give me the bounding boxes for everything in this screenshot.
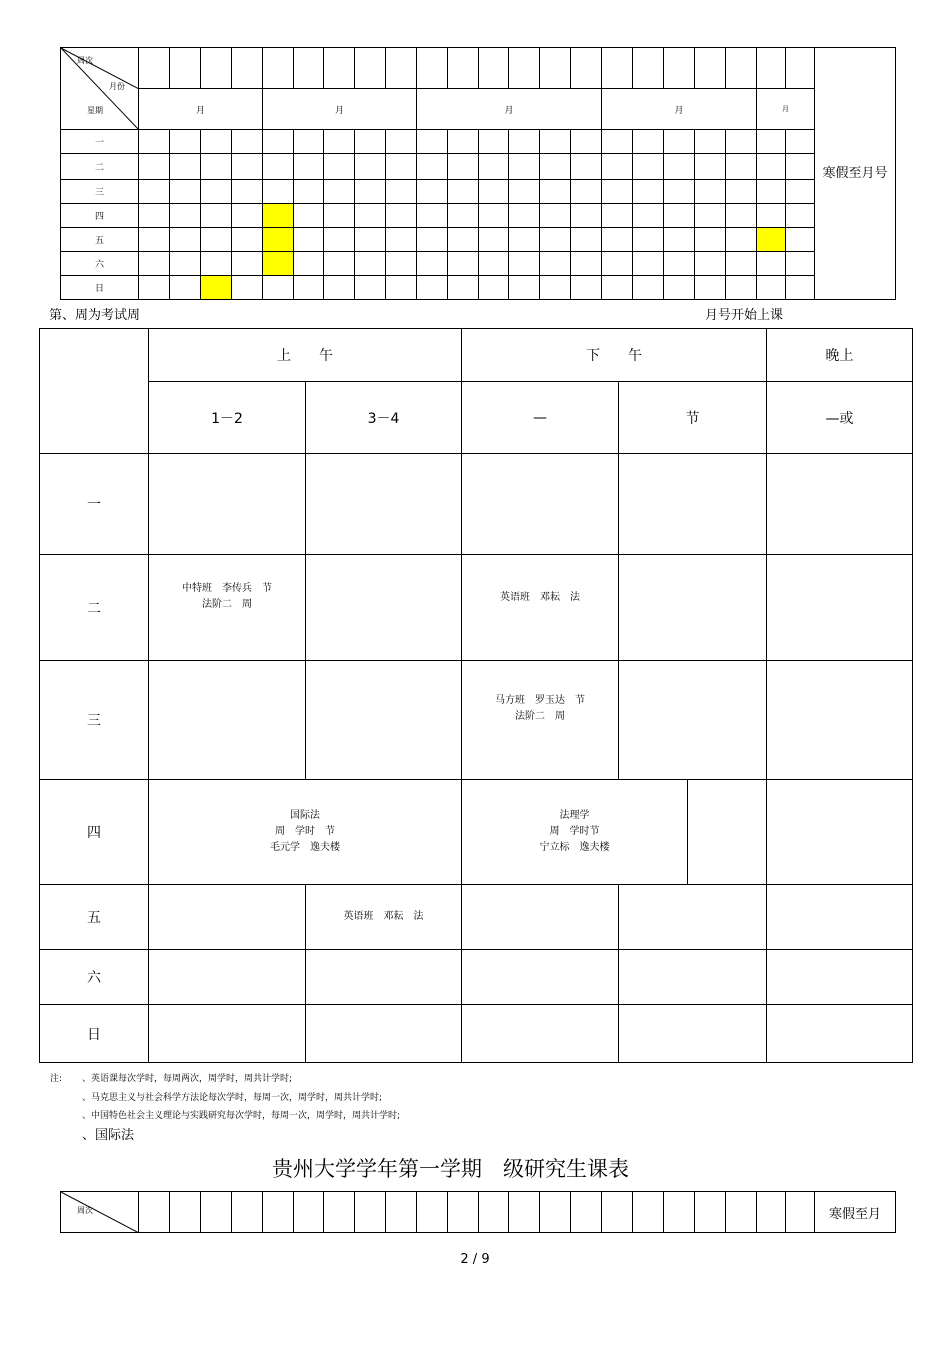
vacation-cell: 寒假至月号 <box>815 48 896 300</box>
day-row <box>40 555 913 661</box>
week-cell <box>294 48 324 89</box>
day-label: 五 <box>40 885 149 950</box>
diagonal-lines <box>61 48 139 130</box>
week-cell <box>201 48 232 89</box>
vacation-cell: 寒假至月 <box>815 1192 896 1233</box>
semester-calendar <box>60 47 896 300</box>
weekday-row <box>61 154 896 180</box>
week-cell <box>633 48 664 89</box>
evening-header: 晚上 <box>767 329 913 382</box>
month-cell: 月 <box>602 89 757 130</box>
month-cell: 月 <box>139 89 263 130</box>
exam-week-note: 第、周为考试周 <box>49 308 141 323</box>
highlight-cell <box>263 228 294 252</box>
weekday-row <box>61 180 896 204</box>
weekly-schedule <box>39 328 913 1063</box>
notes-label: 注: <box>50 1074 63 1084</box>
week-cell <box>786 48 815 89</box>
page-number: 2 / 9 <box>460 1252 490 1267</box>
course-cell: 英语班 邓耘 法 <box>306 885 462 950</box>
weekday-label: 星期 <box>87 106 103 115</box>
course-cell: 马方班 罗玉达 节 法阶二 周 <box>462 661 619 780</box>
week-cell <box>139 48 170 89</box>
week-cell <box>386 48 417 89</box>
period-header: — <box>462 382 619 454</box>
week-cell <box>170 48 201 89</box>
course-cell: 国际法 周 学时 节 毛元学 逸夫楼 <box>149 780 462 885</box>
course-cell: 英语班 邓耘 法 <box>462 555 619 661</box>
weekday-label-cell: 三 <box>61 180 139 204</box>
week-cell <box>448 48 479 89</box>
month-cell: 月 <box>417 89 602 130</box>
month-label: 月份 <box>109 82 125 91</box>
afternoon-header: 下 午 <box>462 329 767 382</box>
week-cell <box>479 48 509 89</box>
schedule-title: 贵州大学学年第一学期 级研究生课表 <box>272 1157 629 1181</box>
diagonal-header-cell <box>61 1192 139 1233</box>
day-label: 三 <box>40 661 149 780</box>
period-header: 3－4 <box>306 382 462 454</box>
weekday-label-cell: 一 <box>61 130 139 154</box>
week-cell <box>664 48 695 89</box>
weekday-label-cell: 四 <box>61 204 139 228</box>
period-header: —或 <box>767 382 913 454</box>
weekday-row <box>61 252 896 276</box>
highlight-cell <box>263 204 294 228</box>
week-cell <box>509 48 540 89</box>
day-row <box>40 661 913 780</box>
day-label: 四 <box>40 780 149 885</box>
week-cell <box>232 48 263 89</box>
corner-cell <box>40 329 149 454</box>
semester-calendar-2 <box>60 1191 896 1233</box>
weekday-row <box>61 204 896 228</box>
weekday-row <box>61 276 896 300</box>
weekday-label-cell: 日 <box>61 276 139 300</box>
month-cell: 月 <box>757 89 815 130</box>
weekday-label-cell: 二 <box>61 154 139 180</box>
weekday-row <box>61 228 896 252</box>
week-cell <box>540 48 571 89</box>
note-item: 、国际法 <box>82 1128 135 1143</box>
week-cell <box>571 48 602 89</box>
month-cell: 月 <box>263 89 417 130</box>
week-label: 周次 <box>77 1206 93 1215</box>
week-cell <box>757 48 786 89</box>
course-cell: 法理学 周 学时节 宁立标 逸夫楼 <box>462 780 688 885</box>
weekday-label-cell: 六 <box>61 252 139 276</box>
week-cell <box>324 48 355 89</box>
period-header: 1－2 <box>149 382 306 454</box>
diagonal-line <box>61 1192 139 1233</box>
highlight-cell <box>263 252 294 276</box>
week-cell <box>417 48 448 89</box>
highlight-cell <box>757 228 786 252</box>
week-cell <box>602 48 633 89</box>
period-header: 节 <box>619 382 767 454</box>
day-row <box>40 1005 913 1063</box>
week-cell <box>263 48 294 89</box>
day-row <box>40 885 913 950</box>
day-label: 日 <box>40 1005 149 1063</box>
note-item: 、马克思主义与社会科学方法论每次学时，每周一次，周学时，周共计学时; <box>82 1093 383 1103</box>
day-row <box>40 454 913 555</box>
weekday-label-cell: 五 <box>61 228 139 252</box>
day-row <box>40 780 913 885</box>
week-cell <box>695 48 726 89</box>
note-item: 、英语课每次学时，每周两次，周学时，周共计学时; <box>82 1074 293 1084</box>
day-row <box>40 950 913 1005</box>
day-label: 二 <box>40 555 149 661</box>
week-cell <box>726 48 757 89</box>
diagonal-header-cell <box>61 48 139 130</box>
week-label: 周次 <box>77 56 93 65</box>
day-label: 六 <box>40 950 149 1005</box>
highlight-cell <box>201 276 232 300</box>
weekday-row <box>61 130 896 154</box>
morning-header: 上 午 <box>149 329 462 382</box>
note-item: 、中国特色社会主义理论与实践研究每次学时，每周一次，周学时，周共计学时; <box>82 1111 401 1121</box>
course-cell: 中特班 李传兵 节 法阶二 周 <box>149 555 306 661</box>
week-cell <box>355 48 386 89</box>
class-start-note: 月号开始上课 <box>705 308 784 323</box>
day-label: 一 <box>40 454 149 555</box>
